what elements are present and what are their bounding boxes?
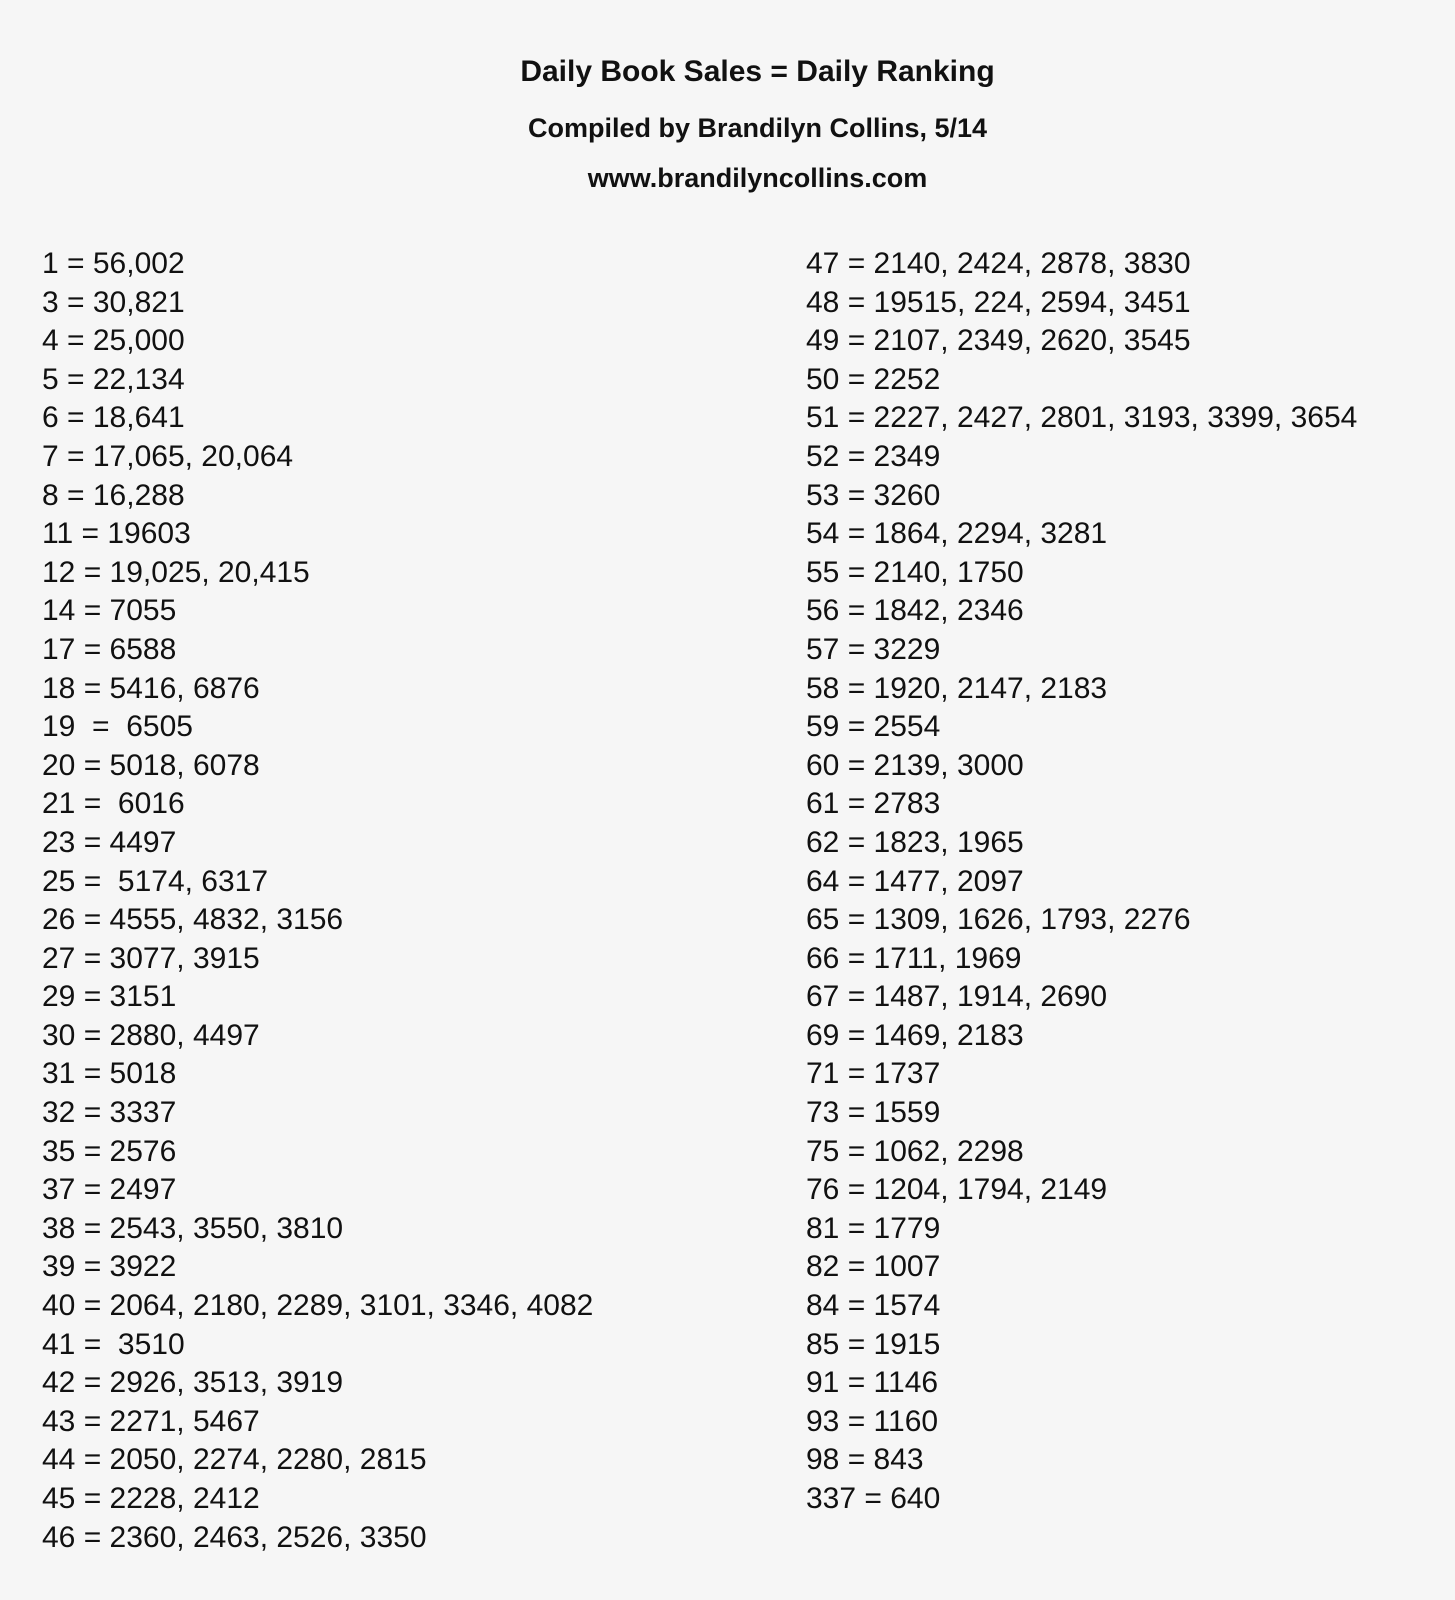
ranking-row: 98 = 843 [806,1443,924,1477]
ranking-row: 55 = 2140, 1750 [806,555,1024,589]
ranking-row: 35 = 2576 [42,1134,177,1168]
ranking-row: 49 = 2107, 2349, 2620, 3545 [806,324,1191,358]
ranking-row: 47 = 2140, 2424, 2878, 3830 [806,247,1191,280]
ranking-row: 19 = 6505 [42,710,193,744]
ranking-row: 18 = 5416, 6876 [42,671,260,705]
ranking-row: 40 = 2064, 2180, 2289, 3101, 3346, 4082 [42,1289,594,1323]
ranking-row: 65 = 1309, 1626, 1793, 2276 [806,903,1191,937]
ranking-row: 21 = 6016 [42,787,185,821]
ranking-row: 53 = 3260 [806,478,941,512]
ranking-row: 8 = 16,288 [42,478,185,512]
ranking-row: 26 = 4555, 4832, 3156 [42,903,344,937]
ranking-row: 66 = 1711, 1969 [806,941,1022,975]
ranking-row: 76 = 1204, 1794, 2149 [806,1173,1108,1207]
right-ranking-column [806,245,1446,1519]
ranking-row: 67 = 1487, 1914, 2690 [806,980,1108,1014]
ranking-row: 93 = 1160 [806,1404,939,1438]
ranking-row: 4 = 25,000 [42,324,185,358]
ranking-row: 57 = 3229 [806,632,941,666]
ranking-row: 17 = 6588 [42,632,177,666]
ranking-row: 43 = 2271, 5467 [42,1404,260,1438]
ranking-row: 46 = 2360, 2463, 2526, 3350 [42,1520,427,1554]
ranking-row: 82 = 1007 [806,1250,941,1284]
ranking-row: 14 = 7055 [42,594,177,628]
ranking-row: 3 = 30,821 [42,285,185,319]
ranking-row: 61 = 2783 [806,787,941,821]
ranking-row: 6 = 18,641 [42,401,185,435]
ranking-row: 11 = 19603 [42,517,191,551]
ranking-row: 30 = 2880, 4497 [42,1018,260,1052]
ranking-row: 45 = 2228, 2412 [42,1482,260,1515]
ranking-row: 73 = 1559 [806,1096,941,1130]
website-text: www.brandilyncollins.com [587,163,928,193]
ranking-row: 27 = 3077, 3915 [42,941,260,975]
ranking-row: 44 = 2050, 2274, 2280, 2815 [42,1443,427,1477]
ranking-row: 56 = 1842, 2346 [806,594,1024,628]
compiler-credit: Compiled by Brandilyn Collins, 5/14 [527,113,988,143]
ranking-row: 7 = 17,065, 20,064 [42,439,294,473]
ranking-row: 32 = 3337 [42,1096,177,1130]
ranking-row: 84 = 1574 [806,1289,941,1323]
ranking-row: 85 = 1915 [806,1327,941,1361]
ranking-row: 64 = 1477, 2097 [806,864,1024,898]
ranking-row: 69 = 1469, 2183 [806,1018,1024,1052]
ranking-row: 91 = 1146 [806,1366,939,1400]
ranking-row: 38 = 2543, 3550, 3810 [42,1211,344,1245]
ranking-row: 29 = 3151 [42,980,177,1014]
ranking-row: 50 = 2252 [806,362,941,396]
ranking-row: 42 = 2926, 3513, 3919 [42,1366,344,1400]
page-title: Daily Book Sales = Daily Ranking [520,55,995,88]
ranking-row: 71 = 1737 [806,1057,941,1091]
ranking-row: 81 = 1779 [806,1211,941,1245]
ranking-row: 48 = 19515, 224, 2594, 3451 [806,285,1191,319]
ranking-row: 62 = 1823, 1965 [806,825,1024,859]
ranking-row: 52 = 2349 [806,439,941,473]
ranking-row: 23 = 4497 [42,825,177,859]
ranking-row: 59 = 2554 [806,710,941,744]
ranking-row: 37 = 2497 [42,1173,177,1207]
ranking-row: 58 = 1920, 2147, 2183 [806,671,1108,705]
ranking-row: 41 = 3510 [42,1327,185,1361]
ranking-row: 1 = 56,002 [42,247,185,280]
ranking-row: 12 = 19,025, 20,415 [42,555,310,589]
ranking-row: 54 = 1864, 2294, 3281 [806,517,1108,551]
ranking-row: 20 = 5018, 6078 [42,748,260,782]
ranking-row: 5 = 22,134 [42,362,185,396]
ranking-row: 337 = 640 [806,1482,941,1515]
ranking-row: 51 = 2227, 2427, 2801, 3193, 3399, 3654 [806,401,1358,435]
ranking-row: 31 = 5018 [42,1057,177,1091]
ranking-row: 39 = 3922 [42,1250,177,1284]
document-header [0,50,1455,196]
left-ranking-column [42,245,782,1557]
ranking-row: 25 = 5174, 6317 [42,864,269,898]
ranking-row: 75 = 1062, 2298 [806,1134,1024,1168]
ranking-row: 60 = 2139, 3000 [806,748,1024,782]
